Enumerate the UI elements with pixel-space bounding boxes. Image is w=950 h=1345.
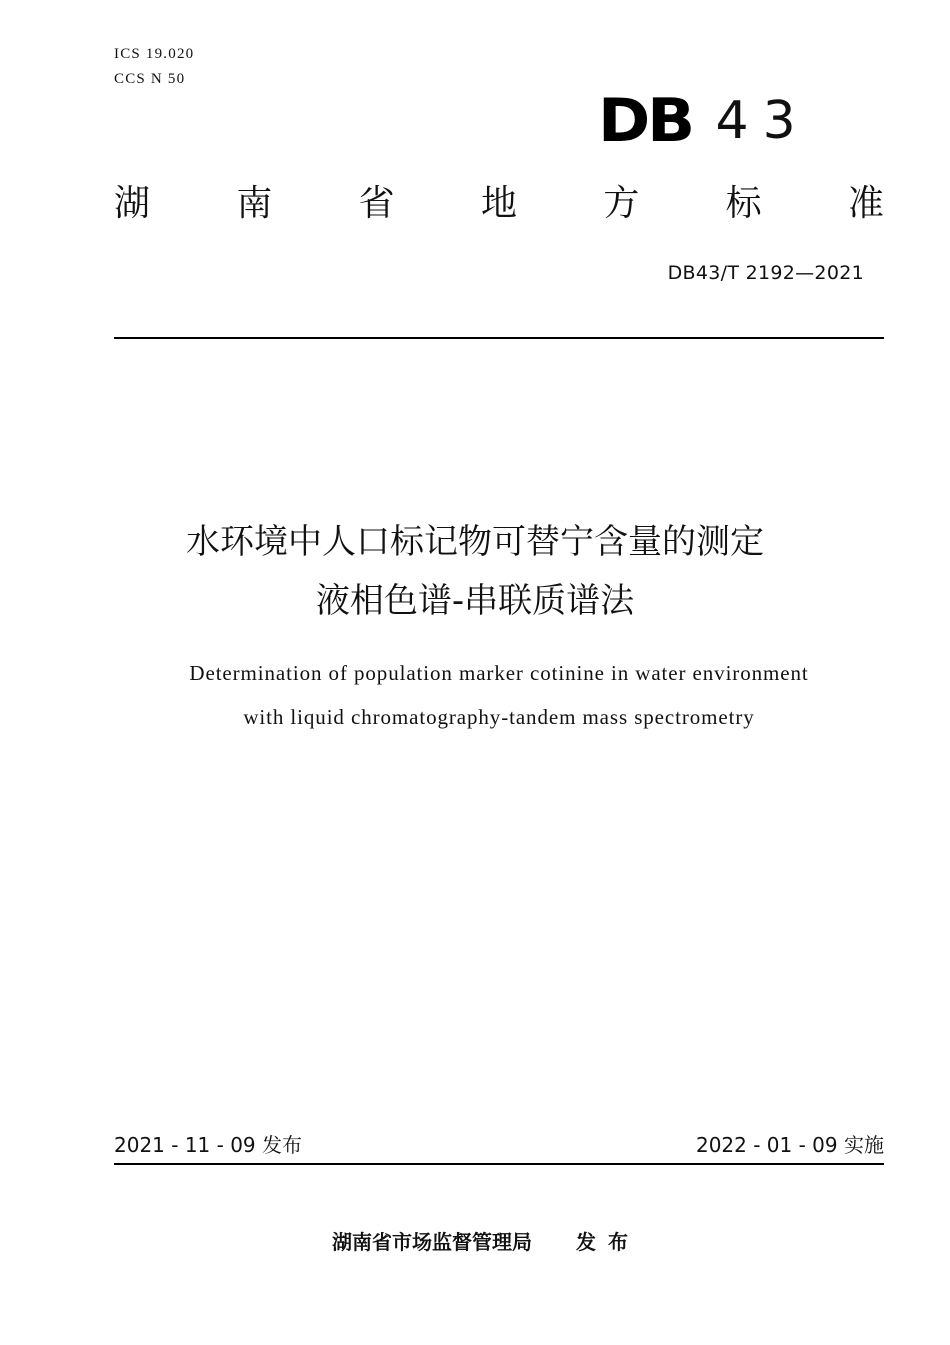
issuer-line [0, 1228, 950, 1256]
issuer-name: 湖南省市场监督管理局 [332, 1230, 532, 1254]
standard-type-heading [114, 180, 884, 228]
standard-type-char: 方 [603, 183, 640, 224]
db-logo-mark: DB [598, 86, 693, 156]
title-chinese-line-1: 水环境中人口标记物可替宁含量的测定 [186, 522, 764, 562]
standard-type-char: 南 [236, 183, 273, 224]
bottom-divider [114, 1163, 884, 1165]
implementation-date: 2022 - 01 - 09 实施 [695, 1133, 884, 1157]
standard-type-char: 湖 [114, 183, 151, 224]
standard-type-char: 准 [847, 183, 884, 224]
ics-code: ICS 19.020 [114, 46, 195, 62]
standard-type-char: 省 [358, 183, 395, 224]
standard-code: DB43/T 2192—2021 [667, 262, 864, 284]
top-divider [114, 337, 884, 339]
title-english-line-1: Determination of population marker cotinine in water environment [189, 661, 809, 685]
db-logo-number: 43 [715, 91, 810, 151]
ccs-code: CCS N 50 [114, 71, 186, 87]
issuer-action: 发布 [576, 1230, 640, 1254]
issue-date: 2021 - 11 - 09 发布 [114, 1133, 303, 1157]
standard-type-char: 标 [725, 183, 762, 224]
db-logo [598, 86, 810, 156]
title-chinese-line-2: 液相色谱-串联质谱法 [315, 581, 635, 621]
title-english-line-2: with liquid chromatography-tandem mass spectrometry [243, 705, 755, 729]
standard-type-char: 地 [480, 183, 517, 224]
